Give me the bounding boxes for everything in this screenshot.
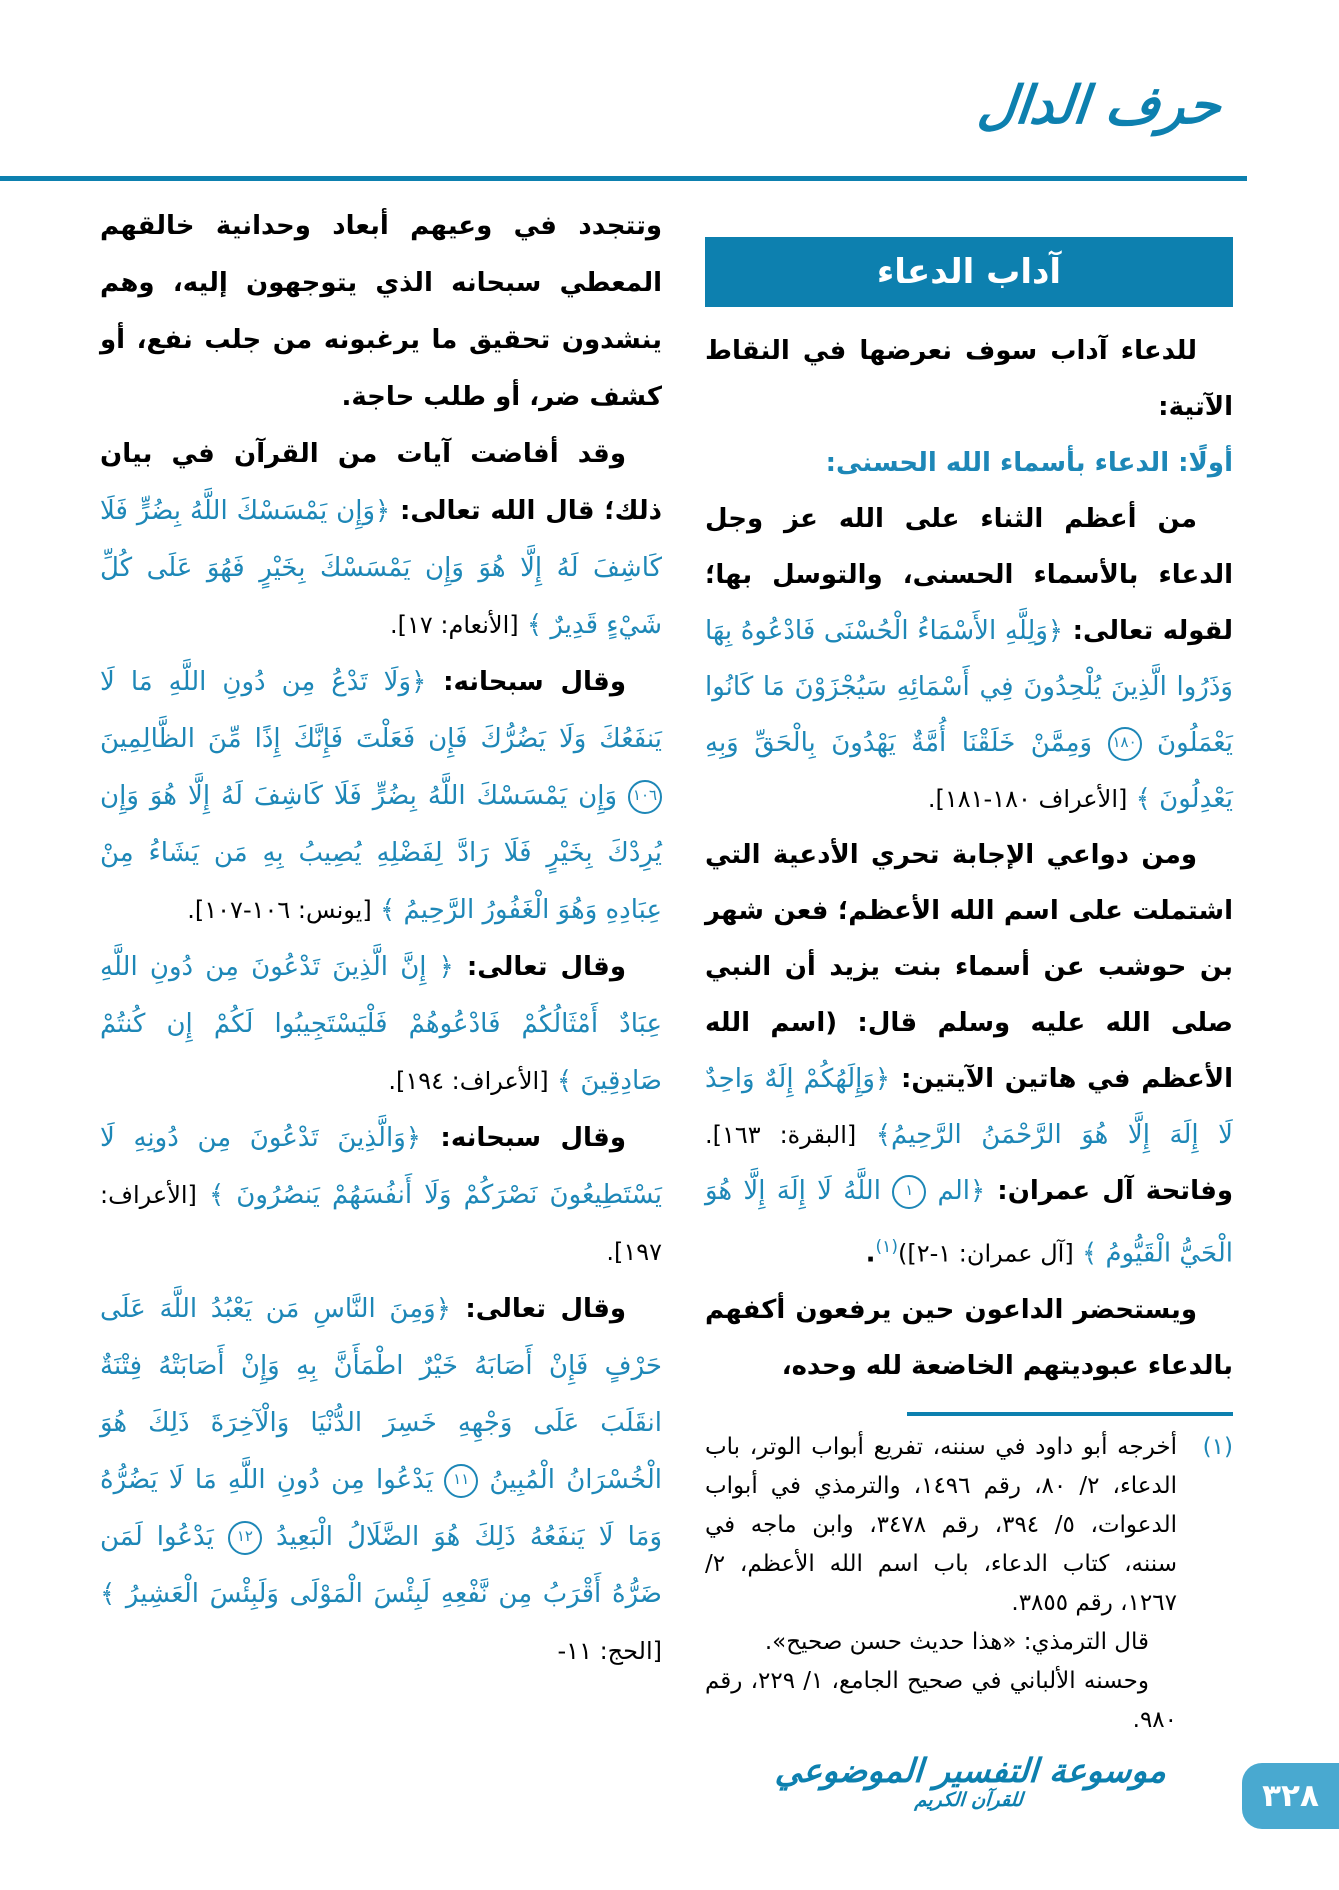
quran-verse: ﴿الم — [926, 1176, 986, 1206]
section-title: آداب الدعاء — [876, 252, 1062, 292]
verse-reference: [البقرة: ١٦٣]. — [705, 1121, 857, 1149]
quran-verse: ﴿وَلِلَّهِ الأَسْمَاءُ الْحُسْنَى فَادْعُوهُ بِهَا وَذَرُوا الَّذِينَ يُلْحِدُونَ فِي أَسْمَائِهِ سَيُجْزَوْنَ مَا كَانُوا يَعْمَلُونَ — [705, 616, 1233, 758]
paragraph — [100, 426, 662, 654]
verse-reference: [الأعراف ١٨٠-١٨١]. — [927, 785, 1128, 813]
paragraph — [100, 198, 662, 426]
ayah-number-badge: ١٠٦ — [628, 780, 662, 814]
quran-verse: وَمِمَّنْ خَلَقْنَا أُمَّةٌ يَهْدُونَ بِالْحَقِّ وَبِهِ يَعْدِلُونَ ﴾ — [705, 728, 1233, 814]
body-text: وتتجدد في وعيهم أبعاد وحدانية خالقهم المعطي سبحانه الذي يتوجهون إليه، وهم ينشدون تحقيق ما يرغبونه من جلب نفع، أو كشف ضر، أو طلب حاجة. — [100, 211, 662, 412]
footnote-separator — [907, 1412, 1233, 1416]
body-text: ومن دواعي الإجابة تحري الأدعية التي اشتملت على اسم الله الأعظم؛ فعن شهر بن حوشب عن أسماء بنت يزيد أن النبي صلى الله عليه وسلم قال: (اسم الله الأعظم في هاتين الآيتين: — [705, 840, 1234, 1094]
subheading-first — [705, 435, 1233, 491]
quran-verse: ﴿وَالَّذِينَ تَدْعُونَ مِن دُونِهِ لَا يَسْتَطِيعُونَ نَصْرَكُمْ وَلَا أَنفُسَهُمْ يَنصُرُونَ ﴾ — [100, 1123, 662, 1210]
body-text: ويستحضر الداعون حين يرفعون أكفهم بالدعاء عبوديتهم الخاضعة لله وحده، — [705, 1294, 1233, 1381]
right-column — [705, 237, 1233, 1740]
footnote-grading: قال الترمذي: «هذا حديث حسن صحيح». — [764, 1628, 1149, 1655]
subheading-text: أولًا: الدعاء بأسماء الله الحسنى: — [825, 448, 1233, 478]
verse-reference: [آل عمران: ١-٢]) — [897, 1239, 1074, 1268]
footnote-block — [705, 1428, 1233, 1740]
page-number-badge — [1242, 1763, 1339, 1829]
quran-verse: ﴿وَمِنَ النَّاسِ مَن يَعْبُدُ اللَّهَ عَلَى حَرْفٍ فَإِنْ أَصَابَهُ خَيْرٌ اطْمَأَنَّ بِهِ وَإِنْ أَصَابَتْهُ فِتْنَةٌ انقَلَبَ عَلَى وَجْهِهِ خَسِرَ الدُّنْيَا وَالْآخِرَةَ ذَلِكَ هُوَ الْخُسْرَانُ الْمُبِينُ — [100, 1294, 662, 1495]
quran-verse: ﴿وَإِلَهُكُمْ إِلَهٌ وَاحِدٌ لَا إِلَهَ إِلَّا هُوَ الرَّحْمَنُ الرَّحِيمُ﴾ — [705, 1064, 1234, 1150]
footnote-number: (١) — [1202, 1433, 1233, 1460]
publisher-calligraphy-logo — [768, 1752, 1172, 1812]
section-title-box — [705, 237, 1233, 307]
body-text: وقال تعالى: — [450, 1294, 627, 1324]
paragraph — [100, 654, 662, 939]
quran-verse: اللَّهُ لَا إِلَهَ إِلَّا هُوَ الْحَيُّ الْقَيُّومُ ﴾ — [705, 1176, 1233, 1269]
footnote-citation: أخرجه أبو داود في سننه، تفريع أبواب الوتر، باب الدعاء، ٢/ ٨٠، رقم ١٤٩٦، والترمذي في أبواب الدعوات، ٥/ ٣٩٤، رقم ٣٤٧٨، وابن ماجه في سننه، كتاب الدعاء، باب اسم الله الأعظم، ٢/ ١٢٦٧، رقم ٣٨٥٥. — [705, 1433, 1177, 1616]
paragraph — [705, 323, 1233, 435]
paragraph — [705, 491, 1233, 827]
chapter-title: حرف الدال — [975, 76, 1225, 136]
body-text: وقال سبحانه: — [421, 1123, 626, 1153]
ayah-number-badge: ١١ — [444, 1464, 478, 1498]
footnote-item — [705, 1428, 1233, 1740]
footnote-text — [705, 1623, 1177, 1662]
left-column — [100, 198, 662, 1680]
verse-reference: [الأعراف: ١٩٤]. — [388, 1067, 549, 1095]
footnote-reference-mark: (١) — [875, 1237, 898, 1257]
footnote-text — [705, 1662, 1177, 1740]
paragraph — [100, 939, 662, 1110]
ayah-number-badge: ١٢ — [228, 1521, 262, 1555]
paragraph — [705, 827, 1233, 1282]
body-text: للدعاء آداب سوف نعرضها في النقاط الآتية: — [705, 336, 1233, 422]
paragraph — [100, 1110, 662, 1281]
header-rule — [0, 176, 1247, 181]
quran-verse: ﴿وَلَا تَدْعُ مِن دُونِ اللَّهِ مَا لَا يَنفَعُكَ وَلَا يَضُرُّكَ فَإِن فَعَلْتَ فَإِنَّكَ إِذًا مِّنَ الظَّالِمِينَ — [100, 667, 662, 754]
verse-reference: [يونس: ١٠٦-١٠٧]. — [187, 896, 372, 924]
body-text: وقال تعالى: — [453, 952, 626, 982]
body-text: ‏. — [865, 1238, 876, 1269]
ayah-number-badge: ١ — [892, 1175, 926, 1209]
body-text: وقد أفاضت آيات من القرآن في بيان ذلك؛ قال الله تعالى: — [100, 439, 662, 526]
footnote-grading-albani: وحسنه الألباني في صحيح الجامع، ١/ ٢٢٩، رقم ٩٨٠. — [705, 1667, 1177, 1733]
quran-verse: يَدْعُوا مِن دُونِ اللَّهِ مَا لَا يَضُرُّهُ وَمَا لَا يَنفَعُهُ ذَلِكَ هُوَ الضَّلَالُ الْبَعِيدُ — [100, 1465, 663, 1552]
footnote-text — [705, 1428, 1177, 1623]
quran-verse: ﴿ إِنَّ الَّذِينَ تَدْعُونَ مِن دُونِ اللَّهِ عِبَادٌ أَمْثَالُكُمْ فَادْعُوهُمْ فَلْيَسْتَجِيبُوا لَكُمْ إِن كُنتُمْ صَادِقِينَ ﴾ — [100, 952, 662, 1096]
page-number: ٣٢٨ — [1262, 1778, 1319, 1814]
ayah-number-badge: ١٨٠ — [1108, 727, 1142, 761]
quran-verse: يَدْعُوا لَمَن ضَرُّهُ أَقْرَبُ مِن نَّفْعِهِ لَبِئْسَ الْمَوْلَى وَلَبِئْسَ الْعَشِيرُ ﴾ — [100, 1522, 662, 1609]
paragraph — [100, 1281, 662, 1680]
quran-verse: وَإِن يَمْسَسْكَ اللَّهُ بِضُرٍّ فَلَا كَاشِفَ لَهُ إِلَّا هُوَ وَإِن يُرِدْكَ بِخَيْرٍ فَلَا رَادَّ لِفَضْلِهِ يُصِيبُ بِهِ مَن يَشَاءُ مِنْ عِبَادِهِ وَهُوَ الْغَفُورُ الرَّحِيمُ ﴾ — [100, 781, 662, 925]
body-text: من أعظم الثناء على الله عز وجل الدعاء بالأسماء الحسنى، والتوسل بها؛ لقوله تعالى: — [705, 504, 1233, 646]
verse-reference: [الأنعام: ١٧]. — [389, 611, 519, 639]
verse-reference: [الحج: ١١-‏ — [557, 1637, 662, 1665]
logo-subtitle: للقرآن الكريم — [913, 1788, 1024, 1811]
body-text: وقال سبحانه: — [426, 667, 626, 697]
quran-verse: ﴿وَإِن يَمْسَسْكَ اللَّهُ بِضُرٍّ فَلَا كَاشِفَ لَهُ إِلَّا هُوَ وَإِن يَمْسَسْكَ بِخَيْرٍ فَهُوَ عَلَى كُلِّ شَيْءٍ قَدِيرٌ ﴾ — [100, 496, 662, 640]
paragraph — [705, 1282, 1233, 1394]
body-text: وفاتحة آل عمران: — [985, 1176, 1234, 1206]
logo-title: موسوعة التفسير الموضوعي — [773, 1751, 1168, 1790]
verse-reference: [الأعراف: ١٩٧]. — [100, 1181, 662, 1266]
